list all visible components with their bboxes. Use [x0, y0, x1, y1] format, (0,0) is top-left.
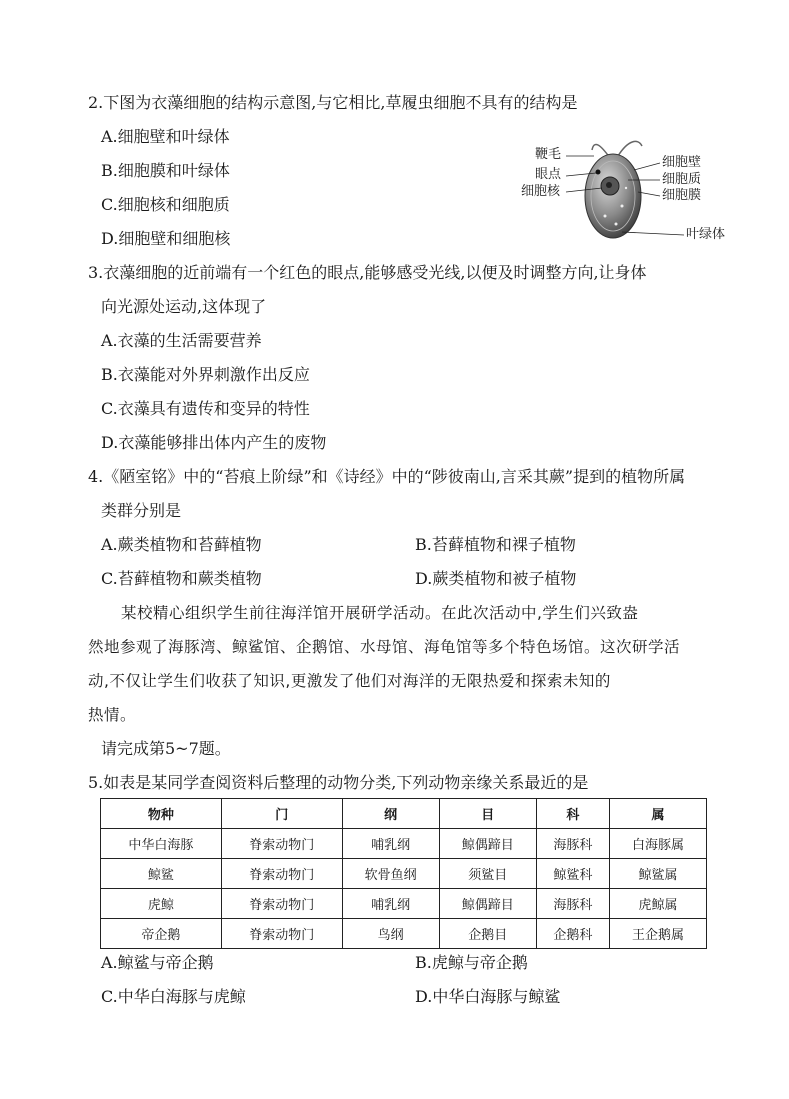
question-5-option-a[interactable]: A.鲸鲨与帝企鹅 — [101, 953, 214, 972]
table-header-cell: 纲 — [342, 799, 439, 829]
table-cell: 鲸偶蹄目 — [439, 889, 536, 919]
question-5-option-b[interactable]: B.虎鲸与帝企鹅 — [415, 953, 528, 972]
table-cell: 脊索动物门 — [221, 829, 342, 859]
table-header-cell: 属 — [609, 799, 706, 829]
table-cell: 企鹅科 — [536, 919, 609, 949]
question-5-option-d[interactable]: D.中华白海豚与鲸鲨 — [415, 987, 561, 1006]
table-cell: 鲸鲨属 — [609, 859, 706, 889]
table-cell: 鲸鲨科 — [536, 859, 609, 889]
passage-line-4: 热情。 — [88, 706, 137, 724]
table-cell: 鸟纲 — [342, 919, 439, 949]
question-2-option-b[interactable]: B.细胞膜和叶绿体 — [101, 161, 230, 180]
question-2-option-d[interactable]: D.细胞壁和细胞核 — [101, 229, 231, 248]
passage-line-3: 动,不仅让学生们收获了知识,更激发了他们对海洋的无限热爱和探索未知的 — [88, 672, 611, 690]
table-cell: 王企鹅属 — [609, 919, 706, 949]
table-cell: 鲸鲨 — [101, 859, 222, 889]
table-cell: 白海豚属 — [609, 829, 706, 859]
question-4-option-a[interactable]: A.蕨类植物和苔藓植物 — [101, 535, 262, 554]
table-cell: 海豚科 — [536, 829, 609, 859]
table-row — [101, 829, 707, 859]
table-cell: 脊索动物门 — [221, 889, 342, 919]
label-cell-membrane: 细胞膜 — [662, 188, 702, 203]
question-3-option-d[interactable]: D.衣藻能够排出体内产生的废物 — [101, 433, 327, 452]
label-cytoplasm: 细胞质 — [662, 172, 702, 187]
question-5-option-c[interactable]: C.中华白海豚与虎鲸 — [101, 987, 246, 1006]
question-4-stem-line2: 类群分别是 — [101, 501, 182, 520]
question-5-stem: 5.如表是某同学查阅资料后整理的动物分类,下列动物亲缘关系最近的是 — [88, 773, 589, 792]
table-cell: 软骨鱼纲 — [342, 859, 439, 889]
table-cell: 帝企鹅 — [101, 919, 222, 949]
table-cell: 脊索动物门 — [221, 919, 342, 949]
label-cell-wall: 细胞壁 — [662, 155, 702, 170]
table-cell: 海豚科 — [536, 889, 609, 919]
table-header-cell: 科 — [536, 799, 609, 829]
chlamydomonas-figure — [510, 136, 760, 248]
question-2-option-c[interactable]: C.细胞核和细胞质 — [101, 195, 230, 214]
table-header-cell: 门 — [221, 799, 342, 829]
table-row — [101, 859, 707, 889]
question-2-stem: 2.下图为衣藻细胞的结构示意图,与它相比,草履虫细胞不具有的结构是 — [88, 93, 578, 112]
table-header-row — [101, 799, 707, 829]
table-cell: 鲸偶蹄目 — [439, 829, 536, 859]
table-cell: 须鲨目 — [439, 859, 536, 889]
animal-classification-table — [100, 798, 707, 949]
table-cell: 虎鲸 — [101, 889, 222, 919]
question-4-option-b[interactable]: B.苔藓植物和裸子植物 — [415, 535, 576, 554]
question-4-stem-line1: 4.《陋室铭》中的“苔痕上阶绿”和《诗经》中的“陟彼南山,言采其蕨”提到的植物所属 — [88, 467, 686, 486]
label-chloroplast: 叶绿体 — [686, 227, 726, 242]
table-cell: 哺乳纲 — [342, 889, 439, 919]
question-3-option-c[interactable]: C.衣藻具有遗传和变异的特性 — [101, 399, 310, 418]
passage-line-2: 然地参观了海豚湾、鲸鲨馆、企鹅馆、水母馆、海龟馆等多个特色场馆。这次研学活 — [88, 638, 681, 656]
question-4-option-c[interactable]: C.苔藓植物和蕨类植物 — [101, 569, 262, 588]
label-nucleus: 细胞核 — [521, 184, 561, 199]
question-4-option-d[interactable]: D.蕨类植物和被子植物 — [415, 569, 577, 588]
table-cell: 哺乳纲 — [342, 829, 439, 859]
label-flagellum: 鞭毛 — [535, 147, 562, 162]
table-cell: 企鹅目 — [439, 919, 536, 949]
table-header-cell: 目 — [439, 799, 536, 829]
question-3-stem-line2: 向光源处运动,这体现了 — [101, 297, 267, 316]
question-2-option-a[interactable]: A.细胞壁和叶绿体 — [101, 127, 230, 146]
question-3-stem-line1: 3.衣藻细胞的近前端有一个红色的眼点,能够感受光线,以便及时调整方向,让身体 — [88, 263, 647, 282]
table-cell: 中华白海豚 — [101, 829, 222, 859]
table-cell: 脊索动物门 — [221, 859, 342, 889]
passage-line-1: 某校精心组织学生前往海洋馆开展研学活动。在此次活动中,学生们兴致盎 — [121, 604, 639, 622]
question-3-option-a[interactable]: A.衣藻的生活需要营养 — [101, 331, 262, 350]
table-row — [101, 889, 707, 919]
table-cell: 虎鲸属 — [609, 889, 706, 919]
passage-instruction: 请完成第5~7题。 — [101, 739, 231, 758]
question-3-option-b[interactable]: B.衣藻能对外界刺激作出反应 — [101, 365, 310, 384]
label-eyespot: 眼点 — [535, 167, 562, 182]
table-header-cell: 物种 — [101, 799, 222, 829]
table-row — [101, 919, 707, 949]
